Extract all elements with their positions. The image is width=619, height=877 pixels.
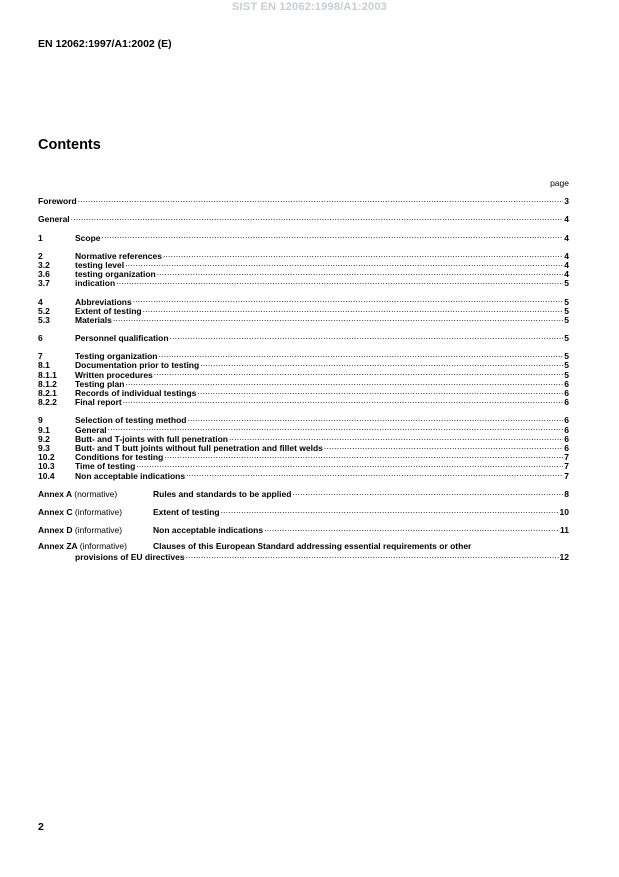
toc-entry-number: 3.7 [38,278,50,289]
toc-entry-number: 10.3 [38,461,55,472]
dot-leader [133,295,564,304]
toc-entry-page: 7 [564,461,569,472]
toc-entry-title: Butt- and T-joints with full penetration [75,433,228,444]
dot-leader [113,314,563,323]
toc-entry-number: 9.2 [38,433,50,444]
toc-entry-page: 6 [564,378,569,389]
toc-entry-page: 6 [564,442,569,453]
toc-entry-page: 5 [564,369,569,380]
toc-entry-page: 7 [564,452,569,463]
toc-entry-page: 6 [564,433,569,444]
dot-leader [186,551,559,560]
toc-entry-page: 6 [564,415,569,426]
toc-entry-title: Testing plan [75,378,125,389]
toc-entry-title: Extent of testing [75,305,142,316]
annex-prefix [38,542,153,551]
annex-prefix [38,508,153,517]
toc-entry-number: 8.1.2 [38,378,57,389]
toc-entry[interactable] [38,295,569,307]
toc-entry-title: Rules and standards to be applied [153,488,292,499]
annex-prefix [38,490,153,499]
toc-entry-title: Personnel qualification [75,333,169,344]
toc-entry[interactable] [38,378,569,387]
dot-leader [187,414,563,423]
annex-label: Annex A [38,488,72,499]
toc-entry-page: 5 [564,333,569,344]
toc-entry-title: Selection of testing method [75,415,187,426]
toc-entry-number: 8.1 [38,360,50,371]
toc-entry-number: 2 [38,250,43,261]
toc-entry-title: Butt- and T butt joints without full penetration and fillet welds [75,442,323,453]
toc-entry[interactable] [38,259,569,268]
toc-entry-page: 4 [564,232,569,243]
annex-type: (informative) [74,525,123,536]
toc-annex-entry[interactable] [38,524,569,536]
toc-entry-title: Final report [75,397,122,408]
page-title: Contents [38,137,101,153]
toc-entry-number: 9.3 [38,442,50,453]
toc-entry[interactable] [38,277,569,289]
dot-leader [143,305,564,314]
page-number: 2 [38,821,44,833]
toc-annex-entry-continuation[interactable] [38,551,569,563]
toc-entry-title: Non acceptable indications [75,470,186,481]
toc-entry[interactable] [38,423,569,435]
dot-leader [170,332,564,341]
toc-entry-page: 5 [564,305,569,316]
toc-entry-title: Scope [75,232,101,243]
dot-leader [197,387,563,396]
dot-leader [221,506,559,515]
toc-entry[interactable] [38,451,569,463]
dot-leader [123,396,564,405]
dot-leader [200,359,563,368]
toc-entry-page: 6 [564,424,569,435]
toc-entry[interactable] [38,314,569,323]
toc-entry-title: Abbreviations [75,296,132,307]
toc-entry-page: 4 [564,259,569,270]
toc-entry-title: testing level [75,259,125,270]
toc-entry-title: Records of individual testings [75,388,197,398]
toc-entry-number: 3.6 [38,269,50,280]
toc-entry-page: 7 [564,470,569,481]
toc-entry-page: 5 [564,296,569,307]
toc-entry[interactable] [38,387,569,396]
dot-leader [158,350,563,359]
toc-entry-title: Materials [75,314,112,325]
toc-entry-title: Testing organization [75,351,158,362]
toc-entry-page: 4 [564,269,569,280]
toc-entry-title: Non acceptable indications [153,525,264,536]
table-of-contents [38,195,569,563]
dot-leader [71,213,564,222]
toc-entry-number: 3.2 [38,259,50,270]
toc-entry[interactable] [38,442,569,451]
annex-type: (informative) [79,541,127,552]
dot-leader [125,259,563,268]
toc-entry-title: indication [75,278,116,289]
toc-entry-number: 9.1 [38,424,50,435]
dot-leader [125,378,563,387]
dot-leader [116,277,563,286]
dot-leader [136,460,563,469]
toc-annex-entry[interactable] [38,542,569,551]
toc-entry-title: Conditions for testing [75,452,164,463]
annex-label: Annex D [38,525,73,536]
toc-entry-title: General [38,214,70,225]
toc-entry-page: 5 [564,351,569,362]
toc-entry[interactable] [38,396,569,408]
dot-leader [324,442,563,451]
toc-entry[interactable] [38,332,569,344]
toc-entry-number: 4 [38,296,43,307]
toc-entry[interactable] [38,268,569,280]
toc-entry[interactable] [38,250,569,259]
toc-entry-page: 4 [564,250,569,261]
toc-entry-number: 8.2.2 [38,397,57,408]
dot-leader [108,423,564,432]
toc-entry-number: 1 [38,232,43,243]
toc-entry[interactable] [38,195,569,207]
toc-entry-page: 3 [564,196,569,207]
toc-entry-title: Documentation prior to testing [75,360,200,371]
toc-entry-title: Normative references [75,250,162,261]
toc-entry-number: 5.2 [38,305,50,316]
toc-entry[interactable] [38,350,569,362]
toc-entry[interactable] [38,460,569,472]
dot-leader [264,524,559,533]
toc-entry-number: 10.2 [38,452,55,463]
toc-entry-title: testing organization [75,269,156,280]
dot-leader [292,488,563,497]
annex-label: Annex ZA [38,541,78,552]
dot-leader [229,433,563,442]
toc-entry-page: 4 [564,214,569,225]
toc-entry-title: Foreword [38,196,77,207]
toc-entry-number: 7 [38,351,43,362]
toc-entry[interactable] [38,213,569,225]
toc-entry[interactable] [38,368,569,380]
toc-entry-page: 5 [564,360,569,371]
page-column-label: page [550,178,569,188]
toc-entry-number: 8.1.1 [38,369,57,380]
toc-entry-title: Extent of testing [153,506,220,517]
dot-leader [102,231,564,240]
toc-entry-title-continued: provisions of EU directives [75,552,185,563]
toc-entry-number: 10.4 [38,470,55,481]
annex-type: (informative) [74,506,123,517]
toc-annex-entry[interactable] [38,506,569,515]
toc-entry-title: General [75,424,107,435]
toc-entry-page: 10 [559,506,569,517]
toc-entry[interactable] [38,359,569,371]
watermark: SIST EN 12062:1998/A1:2003 [231,1,388,13]
toc-entry[interactable] [38,305,569,314]
dot-leader [186,469,563,478]
dot-leader [78,195,564,204]
toc-entry-page: 5 [564,314,569,325]
toc-entry-number: 6 [38,333,43,344]
toc-entry-page: 11 [560,525,569,536]
dot-leader [154,368,563,377]
toc-entry[interactable] [38,414,569,426]
toc-entry-title: Written procedures [75,369,153,380]
toc-entry[interactable] [38,433,569,442]
toc-entry-page: 6 [564,388,569,398]
toc-entry-title: Time of testing [75,461,136,472]
dot-leader [163,250,563,259]
dot-leader [164,451,563,460]
annex-prefix [38,526,153,535]
annex-type: (normative) [74,488,118,499]
toc-entry-number: 5.3 [38,314,50,325]
toc-entry-page: 12 [559,552,569,563]
toc-entry-number: 8.2.1 [38,388,57,398]
toc-annex-entry[interactable] [38,488,569,497]
document-id: EN 12062:1997/A1:2002 (E) [38,38,172,50]
toc-entry-title: Clauses of this European Standard addressing essential requirements or other [153,541,472,552]
dot-leader [157,268,564,277]
toc-entry[interactable] [38,231,569,243]
toc-entry-page: 6 [564,397,569,408]
toc-entry[interactable] [38,469,569,481]
toc-entry-page: 5 [564,278,569,289]
toc-entry-number: 9 [38,415,43,426]
annex-label: Annex C [38,506,73,517]
toc-entry-page: 8 [564,488,569,499]
